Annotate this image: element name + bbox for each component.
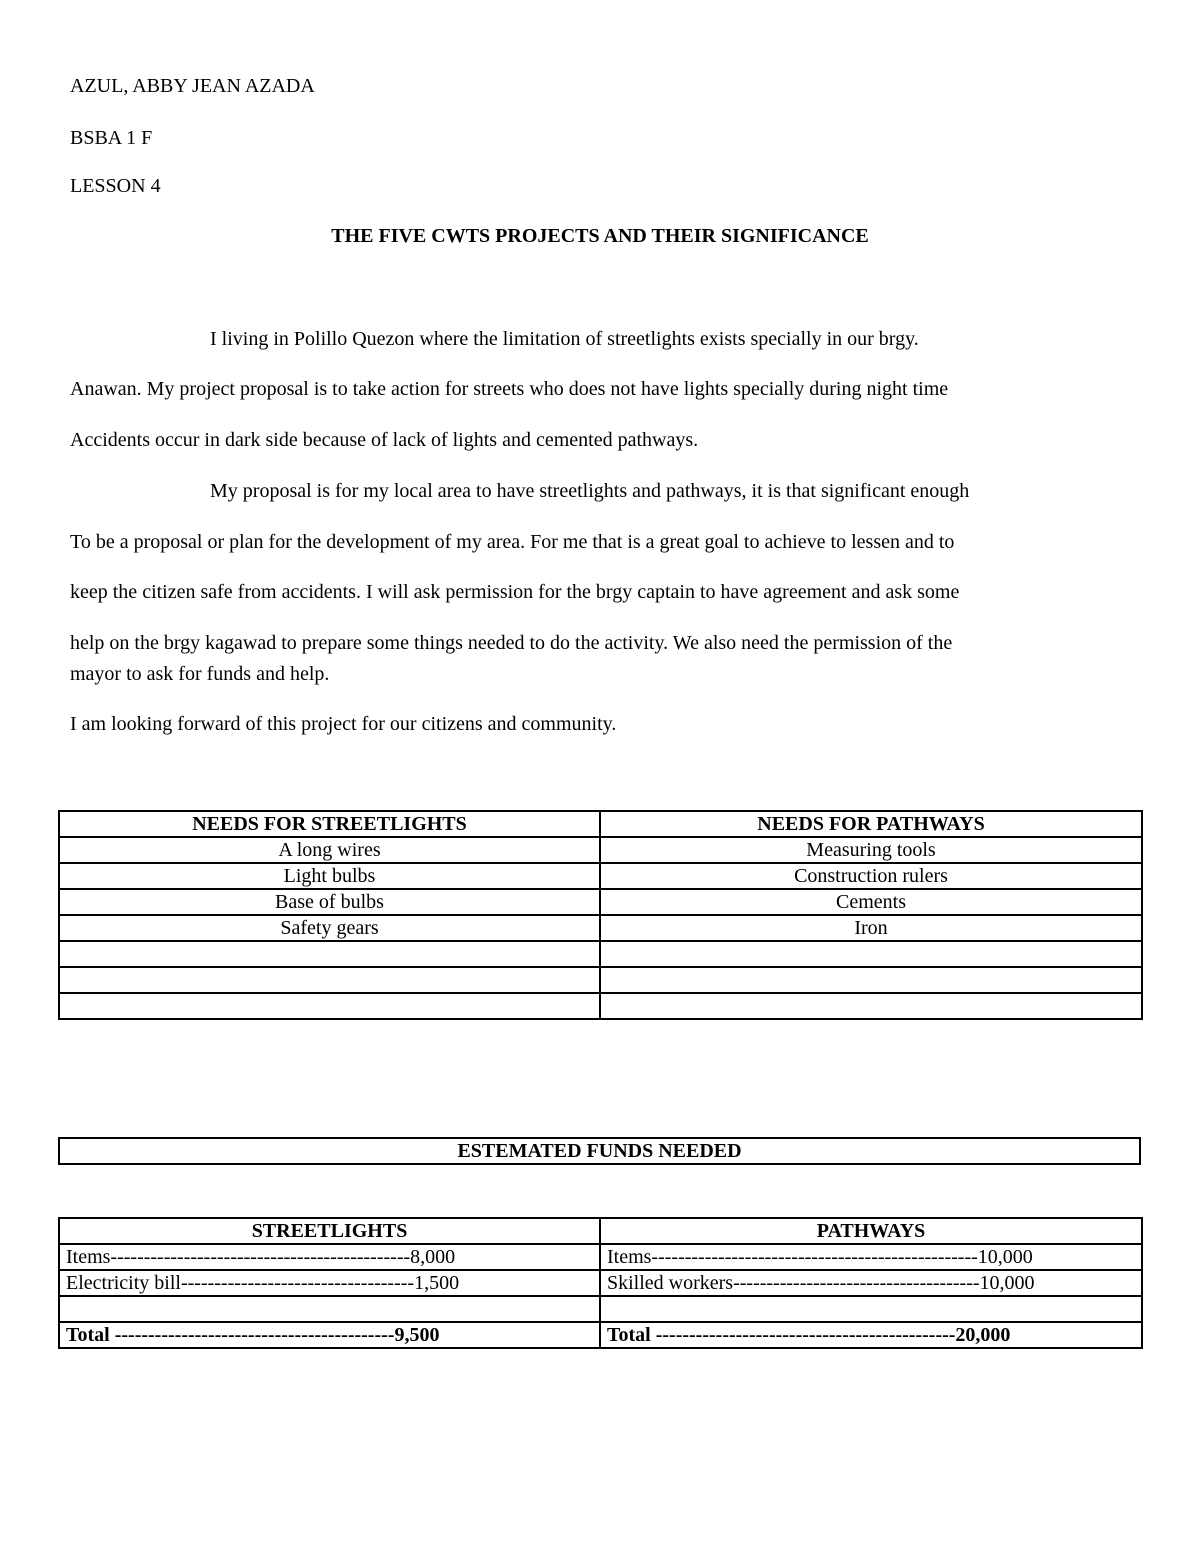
table-cell: Safety gears [59, 915, 600, 941]
table-cell: Light bulbs [59, 863, 600, 889]
table-cell: Items---------------------------------------------8,000 [59, 1244, 600, 1270]
table-cell [59, 941, 600, 967]
table-cell [59, 1296, 600, 1322]
table-cell [600, 967, 1142, 993]
streetlights-needs-header: NEEDS FOR STREETLIGHTS [59, 811, 600, 837]
student-name: AZUL, ABBY JEAN AZADA [70, 75, 315, 97]
table-row [59, 1270, 1142, 1296]
needs-table [58, 810, 1143, 1020]
funds-table [58, 1217, 1143, 1349]
pathways-total: Total ---------------------------------------------20,000 [600, 1322, 1142, 1348]
table-header-row [59, 1218, 1142, 1244]
course-section: BSBA 1 F [70, 127, 153, 149]
body-line-9: I am looking forward of this project for our citizens and community. [70, 713, 617, 735]
body-line-6: keep the citizen safe from accidents. I will ask permission for the brgy captain to have agreement and ask some [70, 581, 960, 603]
body-line-2: Anawan. My project proposal is to take action for streets who does not have lights specially during night time [70, 378, 949, 400]
lesson-label: LESSON 4 [70, 175, 161, 197]
streetlights-total: Total ------------------------------------------9,500 [59, 1322, 600, 1348]
table-cell: Cements [600, 889, 1142, 915]
table-cell: Electricity bill-----------------------------------1,500 [59, 1270, 600, 1296]
table-cell [600, 1296, 1142, 1322]
table-row [59, 863, 1142, 889]
document-title: THE FIVE CWTS PROJECTS AND THEIR SIGNIFICANCE [331, 225, 869, 247]
table-row [59, 915, 1142, 941]
body-line-5: To be a proposal or plan for the development of my area. For me that is a great goal to achieve to lessen and to [70, 531, 955, 553]
body-line-3: Accidents occur in dark side because of lack of lights and cemented pathways. [70, 429, 699, 451]
pathways-funds-header: PATHWAYS [600, 1218, 1142, 1244]
table-cell: Base of bulbs [59, 889, 600, 915]
table-row [59, 1296, 1142, 1322]
table-header-row [59, 811, 1142, 837]
table-cell: Items-------------------------------------------------10,000 [600, 1244, 1142, 1270]
body-line-1: I living in Polillo Quezon where the limitation of streetlights exists specially in our brgy. [210, 328, 919, 350]
pathways-needs-header: NEEDS FOR PATHWAYS [600, 811, 1142, 837]
table-cell: Skilled workers-------------------------------------10,000 [600, 1270, 1142, 1296]
table-cell [59, 993, 600, 1019]
table-cell [600, 993, 1142, 1019]
table-row [59, 967, 1142, 993]
table-row [59, 941, 1142, 967]
table-cell: Measuring tools [600, 837, 1142, 863]
total-row [59, 1322, 1142, 1348]
table-cell [59, 967, 600, 993]
funds-banner-table [58, 1137, 1141, 1165]
table-cell: Construction rulers [600, 863, 1142, 889]
table-cell [600, 941, 1142, 967]
estimated-funds-heading: ESTEMATED FUNDS NEEDED [59, 1138, 1140, 1164]
table-row [59, 889, 1142, 915]
body-line-7: help on the brgy kagawad to prepare some things needed to do the activity. We also need the permission of the [70, 632, 953, 654]
streetlights-funds-header: STREETLIGHTS [59, 1218, 600, 1244]
table-cell: A long wires [59, 837, 600, 863]
table-row [59, 993, 1142, 1019]
body-line-8: mayor to ask for funds and help. [70, 663, 330, 685]
table-row [59, 837, 1142, 863]
body-line-4: My proposal is for my local area to have streetlights and pathways, it is that significant enough [210, 480, 970, 502]
table-cell: Iron [600, 915, 1142, 941]
table-row [59, 1244, 1142, 1270]
